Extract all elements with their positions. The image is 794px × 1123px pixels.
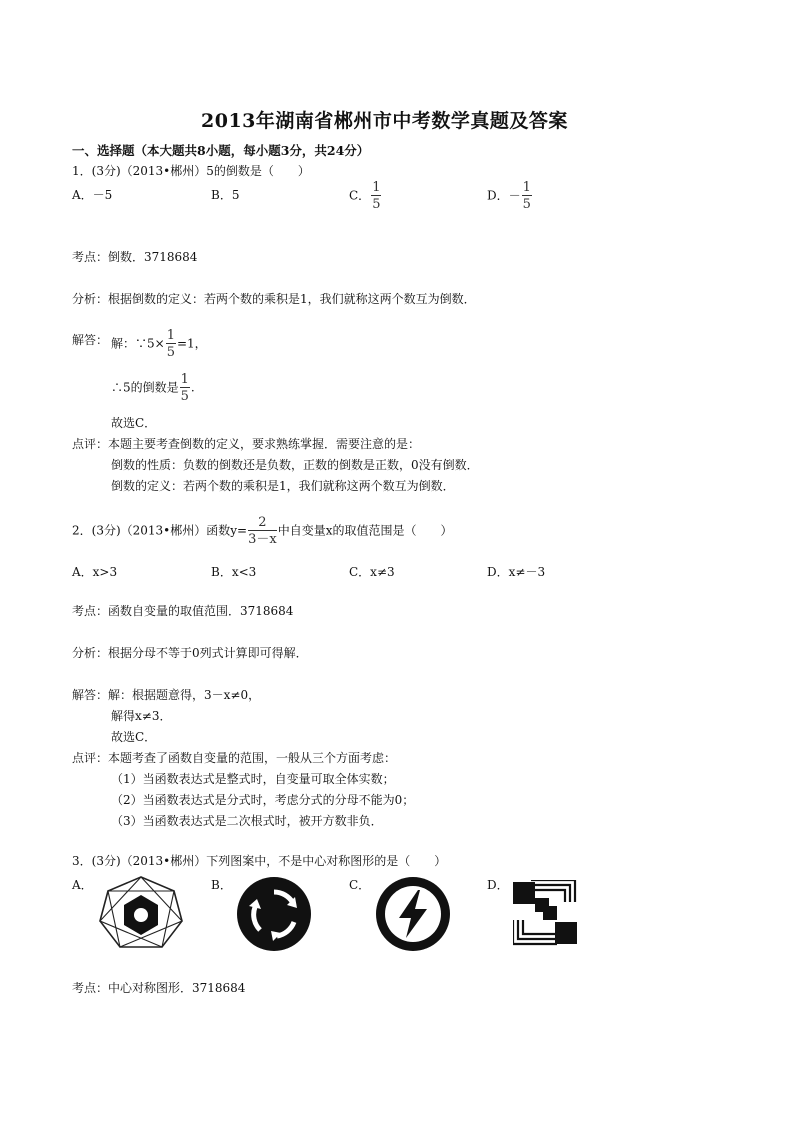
- q2-kaodian: 考点：函数自变量的取值范围．3718684: [72, 604, 294, 618]
- q3-kaodian: 考点：中心对称图形．3718684: [72, 981, 246, 995]
- q1-jie2-denominator: 5: [180, 389, 189, 404]
- q2-jieda-line2: 解得x≠3．: [111, 709, 172, 723]
- q1-jieda-line2: [111, 373, 195, 403]
- q2-option-d: D．x≠－3: [487, 565, 546, 579]
- q3-stem: 3．(3分)（2013•郴州）下列图案中，不是中心对称图形的是（ ）: [72, 854, 447, 868]
- section-heading: 一、选择题（本大题共8小题，每小题3分，共24分）: [72, 143, 370, 158]
- q1-jie1-pre: 解：∵5×: [111, 336, 165, 351]
- q1-dianping: 点评：本题主要考查倒数的定义，要求熟练掌握．需要注意的是：: [72, 437, 421, 451]
- q1-option-d-prefix: D．: [487, 188, 509, 203]
- q3-option-a-label: A．: [72, 878, 93, 892]
- q1-jie1-fraction: [166, 329, 176, 359]
- q1-kaodian: 考点：倒数．3718684: [72, 250, 198, 264]
- q2-option-a: A．x>3: [72, 565, 118, 579]
- q2-stem-pre: 2．(3分)（2013•郴州）函数y=: [72, 523, 248, 538]
- q2-dianping-line1: （1）当函数表达式是整式时，自变量可取全体实数；: [111, 772, 395, 786]
- q2-stem-fraction: [248, 516, 277, 546]
- q1-c-numerator: 1: [372, 180, 381, 195]
- q1-c-denominator: 5: [372, 197, 381, 212]
- q1-jie2-pre: ∴5的倒数是: [111, 380, 179, 395]
- q1-dianping-line1: 倒数的性质：负数的倒数还是负数，正数的倒数是正数，0没有倒数．: [111, 458, 479, 472]
- q1-jieda-label: 解答：: [72, 333, 109, 347]
- q2-numerator: 2: [248, 516, 277, 531]
- q2-option-c: C．x≠3: [349, 565, 395, 579]
- q1-option-d-negative: －: [508, 188, 521, 203]
- figure-c-lightning-circle-icon: [374, 875, 452, 953]
- figure-a-heptagon-icon: [96, 873, 186, 953]
- q1-jie2-fraction: [180, 373, 190, 403]
- q2-option-b: B．x<3: [211, 565, 257, 579]
- q1-option-c: [349, 181, 382, 211]
- q2-stem: [72, 516, 452, 546]
- q1-jieda-line3: 故选C．: [111, 416, 157, 430]
- q1-fenxi: 分析：根据倒数的定义：若两个数的乘积是1，我们就称这两个数互为倒数．: [72, 292, 476, 306]
- q1-jie1-post: =1，: [176, 336, 207, 351]
- q2-fenxi: 分析：根据分母不等于0列式计算即可得解．: [72, 646, 308, 660]
- q2-denominator: 3－x: [248, 532, 277, 547]
- q2-stem-post: 中自变量x的取值范围是（ ）: [277, 523, 453, 538]
- q1-jie1-denominator: 5: [166, 345, 175, 360]
- q2-dianping-line2: （2）当函数表达式是分式时，考虑分式的分母不能为0；: [111, 793, 415, 807]
- q1-option-d-fraction: [522, 181, 532, 211]
- q1-option-c-prefix: C．: [349, 188, 371, 203]
- q3-option-d-label: D．: [487, 878, 509, 892]
- q3-option-b-label: B．: [211, 878, 232, 892]
- q2-jieda-line3: 故选C．: [111, 730, 157, 744]
- q1-option-b: B．5: [211, 188, 240, 202]
- q1-option-c-fraction: [371, 181, 381, 211]
- q2-dianping-line3: （3）当函数表达式是二次根式时，被开方数非负．: [111, 814, 383, 828]
- q1-dianping-line2: 倒数的定义：若两个数的乘积是1，我们就称这两个数互为倒数．: [111, 479, 455, 493]
- q1-d-denominator: 5: [522, 197, 531, 212]
- q1-jie1-numerator: 1: [166, 328, 175, 343]
- q1-jie2-numerator: 1: [180, 372, 189, 387]
- q1-option-d: [487, 181, 533, 211]
- q2-dianping: 点评：本题考查了函数自变量的范围，一般从三个方面考虑：: [72, 751, 397, 765]
- q1-stem: 1．(3分)（2013•郴州）5的倒数是（ ）: [72, 164, 310, 178]
- q1-option-a: A．－5: [72, 188, 113, 202]
- page-title: 2013年湖南省郴州市中考数学真题及答案: [201, 110, 568, 132]
- figure-b-recycle-circle-icon: [235, 875, 313, 953]
- q1-jie2-post: .: [190, 380, 195, 395]
- q1-d-numerator: 1: [522, 180, 531, 195]
- q1-jieda-line1: [111, 329, 207, 359]
- figure-d-stepped-squares-icon: [513, 880, 579, 946]
- q3-option-c-label: C．: [349, 878, 371, 892]
- q2-jieda-line1: 解答：解：根据题意得，3－x≠0，: [72, 688, 261, 702]
